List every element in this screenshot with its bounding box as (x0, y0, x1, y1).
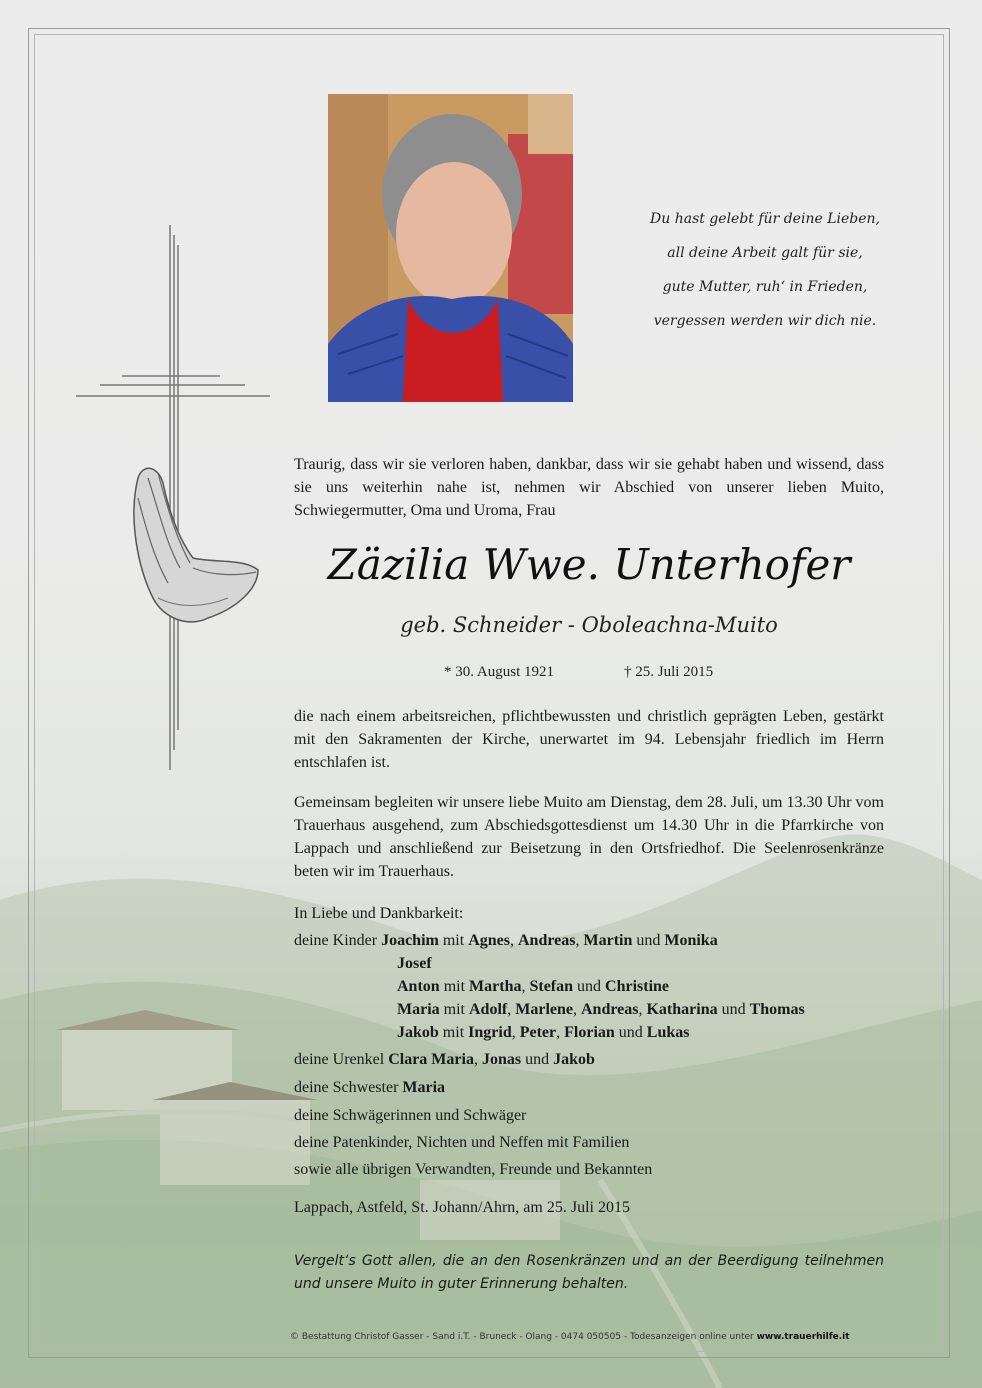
deceased-name: Zäzilia Wwe. Unterhofer (327, 540, 851, 589)
family-member-name: Florian (564, 1024, 615, 1041)
connector-text: , (638, 1001, 647, 1018)
connector-text: und (614, 1024, 647, 1041)
family-member-name: Maria (397, 1001, 440, 1018)
family-member-name: Jakob (553, 1051, 595, 1068)
family-member-name: Josef (397, 955, 432, 972)
connector-text: mit (438, 932, 469, 949)
footer-text: © Bestattung Christof Gasser - Sand i.T. - Bruneck - Olang - 0474 050505 - Todesanzeigen online unter (290, 1332, 757, 1342)
connector-text: , (556, 1024, 565, 1041)
children-row (397, 998, 805, 1021)
poem-line: gute Mutter, ruh‘ in Frieden, (662, 279, 868, 295)
family-member-name: Katharina (646, 1001, 718, 1018)
connector-text: , (473, 1051, 482, 1068)
connector-text: deine Urenkel (294, 1051, 389, 1068)
children-row (397, 1021, 690, 1044)
godchildren-row: deine Patenkinder, Nichten und Neffen mit Familien (294, 1134, 630, 1151)
family-member-name: Adolf (469, 1001, 508, 1018)
children-row (381, 932, 718, 949)
sister-row (294, 1076, 445, 1099)
family-member-name: Martha (469, 978, 522, 995)
connector-text: , (575, 932, 584, 949)
maiden-name: geb. Schneider - Oboleachna-Muito (400, 613, 778, 637)
family-member-name: Thomas (749, 1001, 805, 1018)
connector-text: , (507, 1001, 516, 1018)
family-heading: In Liebe und Dankbarkeit: (294, 905, 464, 922)
praying-hands-icon (118, 458, 263, 638)
family-member-name: Jakob (397, 1024, 439, 1041)
death-date: † 25. Juli 2015 (624, 664, 714, 680)
connector-text: deine Schwester (294, 1079, 403, 1096)
family-member-name: Marlene (515, 1001, 573, 1018)
footer-link[interactable]: www.trauerhilfe.it (756, 1332, 850, 1342)
connector-text: , (572, 1001, 581, 1018)
family-member-name: Maria (402, 1079, 446, 1096)
poem-line: Du hast gelebt für deine Lieben, (650, 211, 880, 227)
connector-text: und (573, 978, 606, 995)
connector-text: und (632, 932, 665, 949)
memorial-poem (600, 202, 930, 338)
death-notice-paragraph: die nach einem arbeitsreichen, pflichtbewussten und christlich geprägten Leben, gestärkt mit den Sakramenten der Kirche, unerwartet im 94. Lebensjahr friedlich im Herrn entschlafen ist. (294, 708, 884, 771)
poem-line: vergessen werden wir dich nie. (653, 313, 877, 329)
connector-text: , (521, 978, 530, 995)
family-member-name: Jonas (481, 1051, 522, 1068)
family-member-name: Stefan (529, 978, 574, 995)
family-member-name: Clara Maria (388, 1051, 474, 1068)
family-member-name: Monika (664, 932, 718, 949)
connector-text: und (521, 1051, 554, 1068)
connector-text: mit (438, 1024, 469, 1041)
family-member-name: Peter (519, 1024, 557, 1041)
thanks-text: Vergelt‘s Gott allen, die an den Rosenkränzen und an der Beerdigung teilnehmen und unsere Muito in guter Erinnerung behalten. (294, 1253, 884, 1292)
children-label: deine Kinder (294, 932, 378, 949)
funeral-details-paragraph: Gemeinsam begleiten wir unsere liebe Muito am Dienstag, dem 28. Juli, um 13.30 Uhr vom Trauerhaus ausgehend, zum Abschiedsgottesdienst um 14.30 Uhr in die Pfarrkirche von Lappach und anschließend zur Beisetzung in den Ortsfriedhof. Die Seelenrosenkränze beten wir im Trauerhaus. (294, 794, 884, 880)
place-and-date: Lappach, Astfeld, St. Johann/Ahrn, am 25. Juli 2015 (294, 1199, 630, 1216)
connector-text: , (511, 1024, 520, 1041)
children-row (397, 975, 669, 998)
relatives-row: sowie alle übrigen Verwandten, Freunde und Bekannten (294, 1161, 653, 1178)
connector-text: , (509, 932, 518, 949)
family-member-name: Christine (605, 978, 670, 995)
family-member-name: Lukas (646, 1024, 690, 1041)
family-member-name: Ingrid (468, 1024, 512, 1041)
family-member-name: Joachim (381, 932, 439, 949)
family-member-name: Anton (397, 978, 440, 995)
family-member-name: Agnes (468, 932, 510, 949)
connector-text: und (717, 1001, 750, 1018)
family-row (294, 929, 718, 952)
portrait-photo (328, 94, 573, 402)
connector-text: mit (439, 978, 470, 995)
connector-text: mit (439, 1001, 469, 1018)
family-member-name: Andreas (580, 1001, 639, 1018)
intro-text: Traurig, dass wir sie verloren haben, dankbar, dass wir sie gehabt haben und wissend, dass sie uns weiterhin nahe ist, nehmen wir Abschied von unserer lieben Muito, Schwiegermutter, Oma und Uroma, Frau (294, 456, 884, 519)
footer (290, 1332, 890, 1342)
children-row (397, 952, 432, 975)
great-grandchildren-row (294, 1048, 595, 1071)
birth-date: * 30. August 1921 (444, 664, 555, 680)
family-member-name: Martin (583, 932, 633, 949)
family-member-name: Andreas (517, 932, 576, 949)
in-laws-row: deine Schwägerinnen und Schwäger (294, 1107, 527, 1124)
poem-line: all deine Arbeit galt für sie, (667, 245, 863, 261)
